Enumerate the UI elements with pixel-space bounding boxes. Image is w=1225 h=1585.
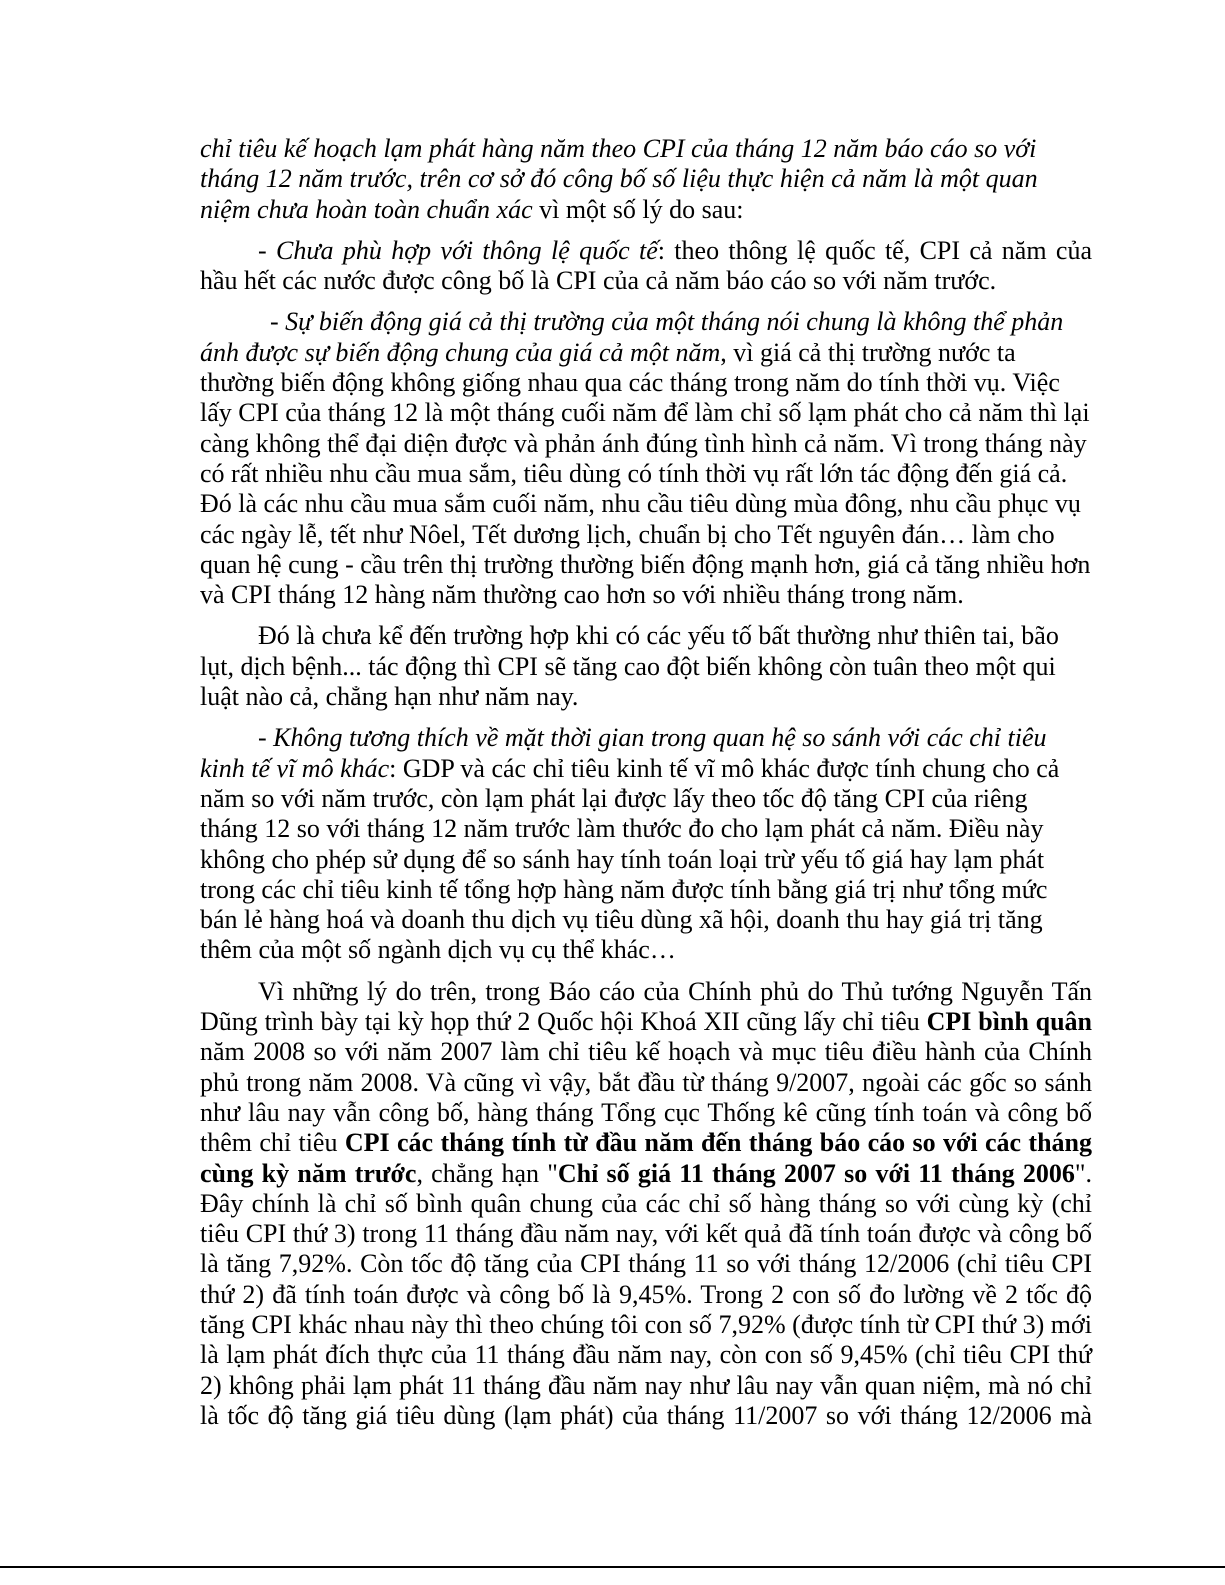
body-text: luật nào cả, chẳng hạn như năm nay. <box>200 682 579 712</box>
italic-text: kinh tế vĩ mô khác <box>200 753 390 783</box>
body-text: như lâu nay vẫn công bố, hàng tháng Tổng cục Thống kê cũng tính toán và công bố <box>200 1097 1092 1127</box>
body-text: 2) không phải lạm phát 11 tháng đầu năm nay như lâu nay vẫn quan niệm, mà nó chỉ <box>200 1370 1092 1400</box>
text-line <box>200 1219 1092 1249</box>
text-line <box>200 935 1092 965</box>
body-text: Dũng trình bày tại kỳ họp thứ 2 Quốc hội Khoá XII cũng lấy chỉ tiêu <box>200 1007 927 1037</box>
body-text: tiêu CPI thứ 3) trong 11 tháng đầu năm nay, với kết quả đã tính toán được và công bố <box>200 1219 1092 1249</box>
body-text: lụt, dịch bệnh... tác động thì CPI sẽ tăng cao đột biến không còn tuân theo một qui <box>200 651 1056 681</box>
italic-text: - Chưa phù hợp với thông lệ quốc tế <box>258 235 658 265</box>
text-line <box>200 652 1092 682</box>
text-line <box>200 459 1092 489</box>
body-text: thêm chỉ tiêu <box>200 1128 345 1158</box>
text-line <box>200 1128 1092 1158</box>
paragraph <box>200 134 1092 225</box>
body-text: và CPI tháng 12 hàng năm thường cao hơn so với nhiều tháng trong năm. <box>200 580 964 610</box>
text-line <box>200 814 1092 844</box>
text-line <box>200 621 1092 651</box>
text-line <box>200 1098 1092 1128</box>
body-text: vì một số lý do sau: <box>532 194 744 224</box>
body-text: không cho phép sử dụng để so sánh hay tính toán loại trừ yếu tố giá hay lạm phát <box>200 844 1045 874</box>
text-line <box>200 580 1092 610</box>
body-text: thường biến động không giống nhau qua các tháng trong năm do tính thời vụ. Việc <box>200 368 1060 398</box>
bold-text: CPI các tháng tính từ đầu năm đến tháng báo cáo so với các tháng <box>344 1128 1092 1158</box>
paragraph <box>200 723 1092 965</box>
text-line <box>200 429 1092 459</box>
text-line <box>200 520 1092 550</box>
italic-text: niệm chưa hoàn toàn chuẩn xác <box>200 194 533 224</box>
text-line <box>200 550 1092 580</box>
body-text: Vì những lý do trên, trong Báo cáo của Chính phủ do Thủ tướng Nguyễn Tấn <box>258 976 1092 1006</box>
text-line <box>200 845 1092 875</box>
italic-text: tháng 12 năm trước, trên cơ sở đó công bố số liệu thực hiện cả năm là một quan <box>200 164 1038 194</box>
text-line <box>200 236 1092 266</box>
text-line <box>200 1037 1092 1067</box>
body-text: tăng CPI khác nhau này thì theo chúng tôi con số 7,92% (được tính từ CPI thứ 3) mới <box>200 1309 1092 1339</box>
text-line <box>200 398 1092 428</box>
body-text: là lạm phát đích thực của 11 tháng đầu năm nay, còn con số 9,45% (chỉ tiêu CPI thứ <box>200 1340 1092 1370</box>
bold-text: CPI bình quân <box>926 1007 1092 1037</box>
text-line <box>200 1159 1092 1189</box>
paragraph <box>200 236 1092 297</box>
text-line <box>200 977 1092 1007</box>
body-text: Đây chính là chỉ số bình quân chung của các chỉ số hàng tháng so với cùng kỳ (chỉ <box>200 1188 1092 1218</box>
body-text: quan hệ cung - cầu trên thị trường thường biến động mạnh hơn, giá cả tăng nhiều hơn <box>200 549 1091 579</box>
paragraph <box>200 621 1092 712</box>
body-text: : theo thông lệ quốc tế, CPI cả năm của <box>657 235 1092 265</box>
body-text: thêm của một số ngành dịch vụ cụ thể khác… <box>200 935 676 965</box>
text-line <box>200 1249 1092 1279</box>
text-line <box>200 307 1092 337</box>
body-text: Đó là chưa kể đến trường hợp khi có các yếu tố bất thường như thiên tai, bão <box>258 621 1059 651</box>
text-line <box>200 368 1092 398</box>
italic-text: ánh được sự biến động chung của giá cả một năm <box>200 337 721 367</box>
body-text: càng không thể đại diện được và phản ánh đúng tình hình cả năm. Vì trong tháng này <box>200 428 1087 458</box>
body-text: , chẳng hạn " <box>416 1158 558 1188</box>
body-text: hầu hết các nước được công bố là CPI của cả năm báo cáo so với năm trước. <box>200 266 997 296</box>
text-line <box>200 1068 1092 1098</box>
text-line <box>200 164 1092 194</box>
italic-text: chỉ tiêu kế hoạch lạm phát hàng năm theo CPI của tháng 12 năm báo cáo so với <box>200 134 1037 163</box>
text-line <box>200 134 1092 164</box>
text-line <box>200 682 1092 712</box>
body-text: là tốc độ tăng giá tiêu dùng (lạm phát) của tháng 11/2007 so với tháng 12/2006 mà <box>200 1400 1092 1430</box>
text-line <box>200 338 1092 368</box>
text-line <box>200 1401 1092 1431</box>
text-line <box>200 875 1092 905</box>
body-text: tháng 12 so với tháng 12 năm trước làm thước đo cho lạm phát cả năm. Điều này <box>200 814 1044 844</box>
body-text: Đó là các nhu cầu mua sắm cuối năm, nhu cầu tiêu dùng mùa đông, nhu cầu phục vụ <box>200 489 1081 519</box>
text-line <box>200 489 1092 519</box>
text-line <box>200 723 1092 753</box>
body-text: năm 2008 so với năm 2007 làm chỉ tiêu kế hoạch và mục tiêu điều hành của Chính <box>200 1037 1092 1067</box>
text-line <box>200 1007 1092 1037</box>
text-line <box>200 266 1092 296</box>
paragraph <box>200 307 1092 610</box>
body-text: ". <box>1074 1158 1093 1188</box>
body-text: lấy CPI của tháng 12 là một tháng cuối năm để làm chỉ số lạm phát cho cả năm thì lại <box>200 398 1090 428</box>
text-line <box>200 754 1092 784</box>
document-page <box>200 134 1092 1431</box>
italic-text: - Không tương thích về mặt thời gian trong quan hệ so sánh với các chỉ tiêu <box>258 723 1047 753</box>
body-text: , vì giá cả thị trường nước ta <box>720 337 1016 367</box>
body-text: trong các chỉ tiêu kinh tế tổng hợp hàng năm được tính bằng giá trị như tổng mức <box>200 874 1048 904</box>
italic-text: - Sự biến động giá cả thị trường của một tháng nói chung là không thể phản <box>270 307 1064 337</box>
body-text: là tăng 7,92%. Còn tốc độ tăng của CPI tháng 11 so với tháng 12/2006 (chỉ tiêu CPI <box>200 1249 1092 1279</box>
bold-text: Chỉ số giá 11 tháng 2007 so với 11 tháng 2006 <box>557 1158 1075 1188</box>
paragraph <box>200 977 1092 1431</box>
body-text: năm so với năm trước, còn lạm phát lại được lấy theo tốc độ tăng CPI của riêng <box>200 783 1028 813</box>
text-line <box>200 195 1092 225</box>
body-text: các ngày lễ, tết như Nôel, Tết dương lịch, chuẩn bị cho Tết nguyên đán… làm cho <box>200 519 1055 549</box>
bold-text: cùng kỳ năm trước <box>200 1158 417 1188</box>
text-line <box>200 1189 1092 1219</box>
text-line <box>200 1371 1092 1401</box>
text-line <box>200 1280 1092 1310</box>
body-text: thứ 2) đã tính toán được và công bố là 9,45%. Trong 2 con số đo lường về 2 tốc độ <box>200 1279 1092 1309</box>
page-bottom-border <box>0 1566 1225 1568</box>
text-line <box>200 1340 1092 1370</box>
body-text: phủ trong năm 2008. Và cũng vì vậy, bắt đầu từ tháng 9/2007, ngoài các gốc so sánh <box>200 1067 1092 1097</box>
text-line <box>200 905 1092 935</box>
text-line <box>200 784 1092 814</box>
body-text: : GDP và các chỉ tiêu kinh tế vĩ mô khác được tính chung cho cả <box>389 753 1060 783</box>
text-line <box>200 1310 1092 1340</box>
body-text: có rất nhiều nhu cầu mua sắm, tiêu dùng có tính thời vụ rất lớn tác động đến giá cả. <box>200 458 1068 488</box>
body-text: bán lẻ hàng hoá và doanh thu dịch vụ tiêu dùng xã hội, doanh thu hay giá trị tăng <box>200 905 1043 935</box>
